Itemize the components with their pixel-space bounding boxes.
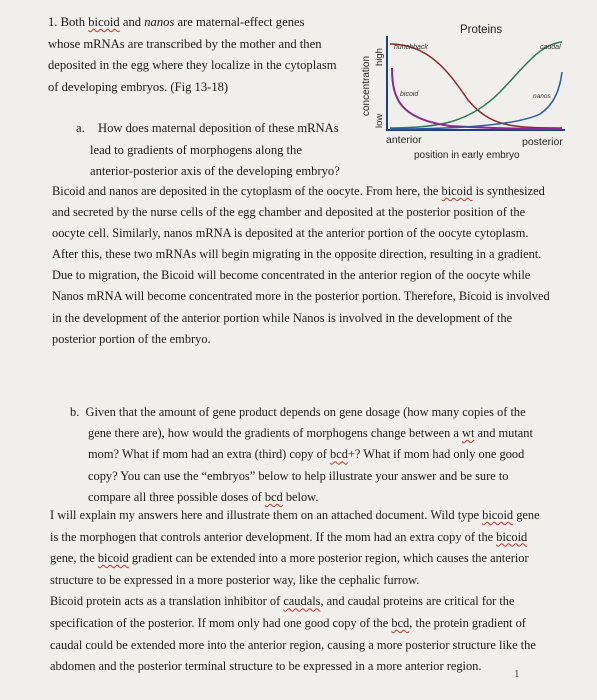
question-1-intro [48, 12, 340, 98]
ans-a-line-2: and secreted by the nurse cells of the egg chamber and deposited at the posterior position of the [52, 205, 526, 220]
ans-a-line-7: in the development of the anterior portion while Nanos is involved in the development of the [52, 310, 513, 325]
qa-text: How does maternal deposition of these mRNAs [98, 121, 339, 135]
ans-b-line-7: caudal could be extended more into the anterior region, causing a more posterior structure like the [50, 637, 536, 652]
ans-b-line-3 [50, 548, 560, 570]
spell-flag-bicoid: bicoid [97, 551, 129, 566]
q1-text: are maternal-effect genes [174, 15, 305, 29]
ans-a-line-6: Nanos mRNA will become concentrated more in the posterior portion. Therefore, Bicoid is involved [52, 289, 550, 304]
qb-text: mom? What if mom had an extra (third) copy of [88, 447, 331, 462]
qa-line-2: lead to gradients of morphogens along the [90, 142, 302, 157]
spell-flag-bicoid: bicoid [88, 15, 120, 29]
q1-line-4: of developing embryos. (Fig 13-18) [48, 79, 229, 94]
figure-title: Proteins [460, 24, 503, 36]
answer-a [52, 181, 562, 350]
qb-line-4: copy? You can use the “embryos” below to help illustrate your answer and be sure to [88, 468, 509, 483]
qb-line-3 [70, 444, 540, 465]
q1-line-2: whose mRNAs are transcribed by the mother and then [48, 36, 322, 51]
ans-a-line-8: posterior portion of the embryo. [52, 331, 211, 346]
spell-flag-wt: wt [462, 426, 475, 441]
ans-a-line-4: After this, these two mRNAs will begin migrating in the opposite direction, resulting in a gradient. [52, 247, 542, 262]
qb-line-1 [70, 402, 540, 423]
ans-b-text: , the protein gradient of [409, 615, 526, 630]
question-b [70, 402, 540, 508]
q1-line-1 [48, 12, 340, 34]
ans-b-line-8: abdomen and the posterior terminal structure to be expressed in a more anterior region. [50, 659, 482, 674]
spell-flag-caudals: caudals [283, 594, 321, 609]
qa-line-1 [76, 118, 376, 140]
page-number: 1 [514, 668, 520, 680]
spell-flag-bcd: bcd [264, 489, 283, 504]
question-a [76, 118, 376, 183]
qb-text: compare all three possible doses of [88, 489, 265, 504]
spell-flag-bicoid: bicoid [441, 184, 473, 198]
nanos-curve [390, 72, 562, 129]
ans-b-text: gene [513, 508, 540, 522]
x-axis-posterior-label: posterior [522, 136, 563, 148]
qa-line-3: anterior-posterior axis of the developing embryo? [90, 164, 340, 178]
ans-b-text: , and caudal proteins are critical for the [320, 594, 515, 609]
x-axis-anterior-label: anterior [386, 134, 422, 146]
spell-flag-bcd: bcd [330, 447, 348, 462]
hunchback-label: hunchback [394, 44, 428, 51]
q1-text: 1. Both [48, 15, 89, 29]
x-axis-caption: position in early embryo [414, 150, 520, 161]
ans-a-text: Bicoid and nanos are deposited in the cytoplasm of the oocyte. From here, the [52, 184, 442, 198]
spell-flag-bcd: bcd [391, 615, 410, 630]
qb-line-2 [70, 423, 540, 444]
ans-b-text: gene, the [50, 551, 98, 566]
y-axis-high-label: high [374, 48, 385, 66]
qb-text: below. [282, 489, 319, 504]
ans-b-line-4: structure to be expressed in a more posterior way, like the cephalic furrow. [50, 572, 420, 587]
nanos-label: nanos [533, 93, 551, 100]
ans-b-text: Bicoid protein acts as a translation inhibitor of [50, 594, 284, 609]
y-axis-low-label: low [374, 113, 385, 128]
ans-b-line-1 [50, 505, 560, 527]
ans-a-line-5: Due to migration, the Bicoid will become concentrated in the anterior region of the oocyte while [52, 268, 531, 283]
y-axis-label: concentration [361, 55, 372, 116]
ans-b-text: I will explain my answers here and illustrate them on an attached document. Wild type [50, 508, 483, 522]
ans-b-text: specification of the posterior. If mom only had one good copy of the [50, 615, 392, 630]
qb-marker: b. [70, 405, 80, 419]
caudal-label: caudal [540, 44, 561, 51]
spell-flag-bicoid: bicoid [496, 529, 528, 544]
ans-b-line-6 [50, 613, 560, 635]
ans-a-line-1 [52, 181, 562, 202]
bicoid-label: bicoid [400, 91, 419, 98]
q1-line-3: deposited in the egg where they localize in the cytoplasm [48, 58, 337, 72]
ans-b-line-5 [50, 591, 560, 613]
qb-text: gene there are), how would the gradients of morphogens change between a [88, 426, 462, 441]
ans-b-text: is the morphogen that controls anterior development. If the mom had an extra copy of the [50, 529, 497, 544]
spell-flag-bicoid: bicoid [482, 508, 514, 522]
qb-text: +? What if mom had only one good [347, 447, 525, 462]
qb-text: Given that the amount of gene product depends on gene dosage (how many copies of the [85, 405, 526, 419]
qa-marker: a. [76, 121, 85, 135]
ans-b-text: gradient can be extended into a more posterior region, which causes the anterior [128, 551, 529, 566]
ans-a-line-3: oocyte cell. Similarly, nanos mRNA is deposited at the anterior portion of the oocyte cytoplasm. [52, 226, 529, 241]
ans-b-line-2 [50, 527, 560, 549]
q1-text: and [119, 15, 145, 29]
ans-a-text: is synthesized [472, 184, 545, 198]
q1-nanos-italic: nanos [144, 15, 175, 29]
protein-gradient-figure [350, 14, 590, 174]
answer-b [50, 505, 560, 678]
qb-text: and mutant [474, 426, 533, 441]
